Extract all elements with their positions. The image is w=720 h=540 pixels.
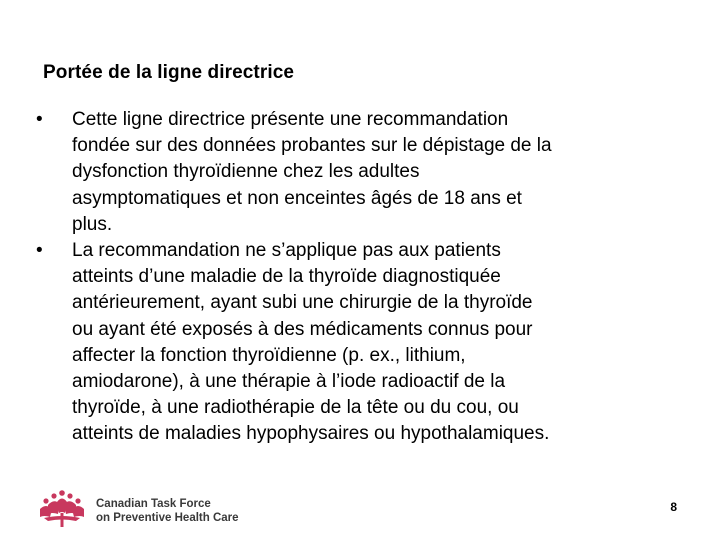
bullet-line: thyroïde, à une radiothérapie de la tête ou du cou, ou bbox=[72, 397, 519, 419]
bullet-item-2 bbox=[30, 238, 690, 448]
bullet-line: affecter la fonction thyroïdienne (p. ex., lithium, bbox=[72, 344, 466, 366]
bullet-item-1 bbox=[30, 107, 690, 238]
bullet-line: ou ayant été exposés à des médicaments connus pour bbox=[72, 318, 533, 340]
bullet-line: atteints d’une maladie de la thyroïde diagnostiquée bbox=[72, 266, 501, 288]
bullet-list bbox=[30, 107, 690, 448]
bullet-line: fondée sur des données probantes sur le dépistage de la bbox=[72, 135, 552, 157]
logo-text bbox=[96, 497, 239, 525]
bullet-line: atteints de maladies hypophysaires ou hypothalamiques. bbox=[72, 423, 550, 445]
slide-title: Portée de la ligne directrice bbox=[43, 62, 295, 83]
bullet-marker: • bbox=[36, 240, 43, 262]
maple-leaf-people-icon bbox=[36, 487, 88, 529]
bullet-line: Cette ligne directrice présente une recommandation bbox=[72, 109, 509, 130]
bullet-line: antérieurement, ayant subi une chirurgie de la thyroïde bbox=[72, 292, 533, 314]
bullet-line: plus. bbox=[72, 213, 113, 235]
bullet-line: La recommandation ne s’applique pas aux patients bbox=[72, 240, 501, 262]
logo-line-1: Canadian Task Force bbox=[96, 498, 211, 510]
bullet-line: asymptomatiques et non enceintes âgés de 18 ans et bbox=[72, 187, 522, 209]
logo-line-2: on Preventive Health Care bbox=[96, 512, 239, 524]
bullet-line: dysfonction thyroïdienne chez les adultes bbox=[72, 161, 420, 183]
bullet-marker: • bbox=[36, 109, 43, 130]
page-number: 8 bbox=[670, 500, 677, 514]
bullet-line: amiodarone), à une thérapie à l’iode radioactif de la bbox=[72, 371, 506, 393]
ctfphc-logo bbox=[36, 487, 256, 529]
